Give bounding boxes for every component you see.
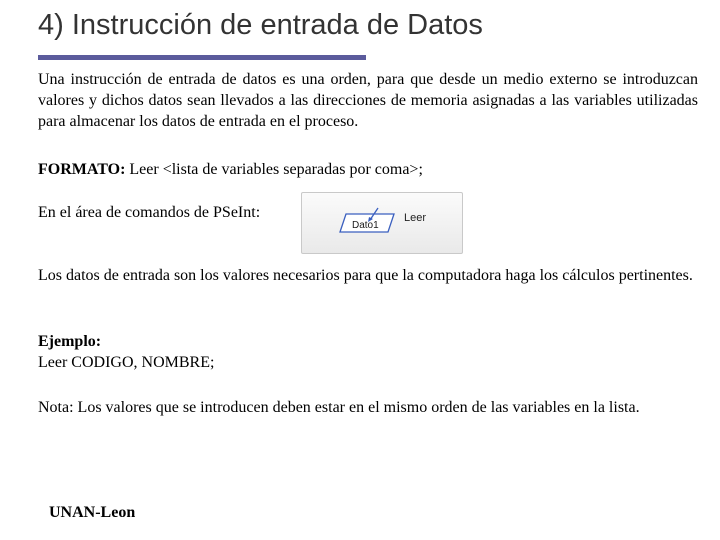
slide-title: 4) Instrucción de entrada de Datos [38,9,483,41]
example-code: Leer CODIGO, NOMBRE; [38,354,215,371]
input-parallelogram-icon [338,206,398,236]
intro-paragraph: Una instrucción de entrada de datos es una orden, para que desde un medio externo se introduzcan valores y dichos datos sean llevados a las direcciones de memoria asignadas a las variables utilizadas para almacenar los datos de entrada en el proceso. [38,71,698,130]
leer-command-button[interactable] [301,192,463,254]
note-paragraph: Nota: Los valores que se introducen deben estar en el mismo orden de las variables en la lista. [38,399,640,416]
example-label: Ejemplo: [38,333,102,350]
data-paragraph: Los datos de entrada son los valores necesarios para que la computadora haga los cálculos pertinentes. [38,267,693,284]
title-underline [38,55,366,60]
icon-text: Dato1 [352,220,379,231]
pseint-paragraph: En el área de comandos de PSeInt: [38,204,261,221]
format-text: Leer <lista de variables separadas por coma>; [125,161,423,178]
format-paragraph [38,159,698,180]
format-label: FORMATO: [38,161,126,178]
example-block [38,331,698,373]
leer-command-label: Leer [404,212,427,224]
footer-text: UNAN-Leon [49,504,136,521]
